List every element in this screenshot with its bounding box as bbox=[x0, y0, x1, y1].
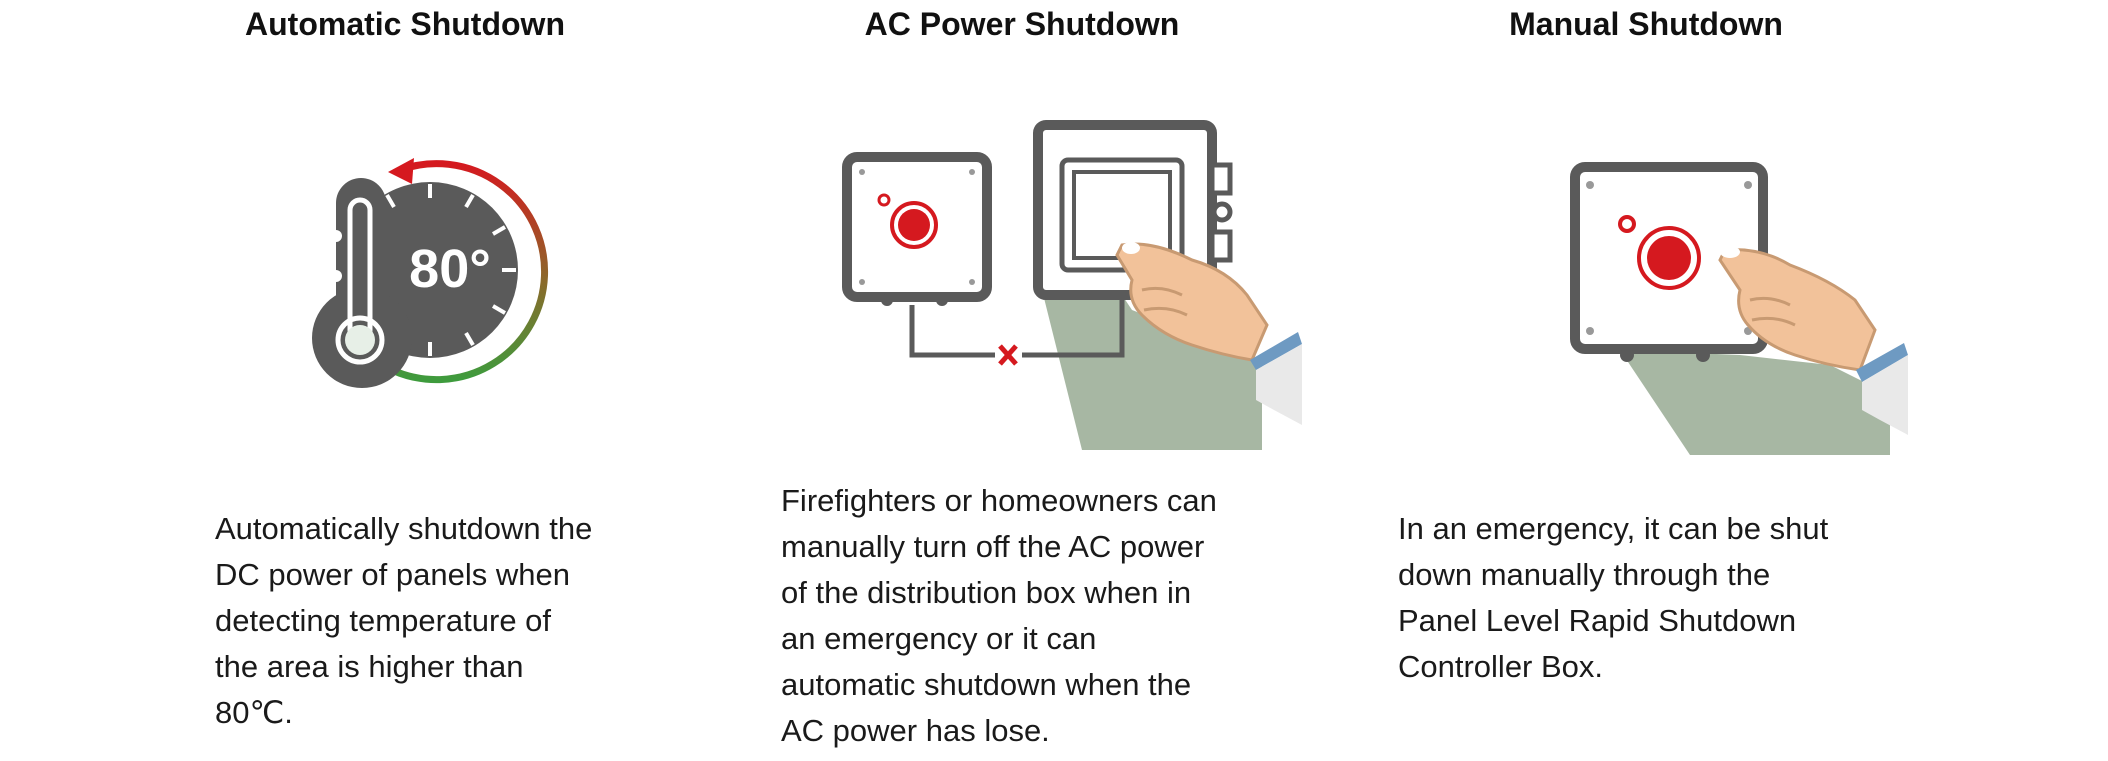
temperature-badge: 80° bbox=[409, 239, 491, 299]
description-line: 80℃. bbox=[215, 695, 293, 730]
ac-switch-hand-icon bbox=[832, 120, 1302, 450]
description-line: Automatically shutdown the bbox=[215, 511, 593, 546]
description-line: of the distribution box when in bbox=[781, 575, 1192, 610]
description-line: down manually through the bbox=[1398, 557, 1771, 592]
description-line: detecting temperature of bbox=[215, 603, 552, 638]
description-line: AC power has lose. bbox=[781, 713, 1050, 748]
description-line: In an emergency, it can be shut bbox=[1398, 511, 1829, 546]
automatic-shutdown-description bbox=[215, 506, 592, 736]
ac-power-shutdown-description bbox=[781, 478, 1217, 754]
description-line: manually turn off the AC power bbox=[781, 529, 1205, 564]
description-line: an emergency or it can bbox=[781, 621, 1097, 656]
description-line: Panel Level Rapid Shutdown bbox=[1398, 603, 1797, 638]
description-line: automatic shutdown when the bbox=[781, 667, 1192, 702]
controller-box-hand-icon bbox=[1560, 155, 1910, 455]
description-line: DC power of panels when bbox=[215, 557, 570, 592]
manual-shutdown-title: Manual Shutdown bbox=[1509, 6, 1783, 42]
thermometer-gauge-icon bbox=[300, 140, 580, 400]
manual-shutdown-description bbox=[1398, 506, 1828, 690]
description-line: the area is higher than bbox=[215, 649, 524, 684]
description-line: Firefighters or homeowners can bbox=[781, 483, 1217, 518]
ac-power-shutdown-title: AC Power Shutdown bbox=[864, 6, 1180, 42]
description-line: Controller Box. bbox=[1398, 649, 1604, 684]
automatic-shutdown-title: Automatic Shutdown bbox=[245, 6, 565, 42]
